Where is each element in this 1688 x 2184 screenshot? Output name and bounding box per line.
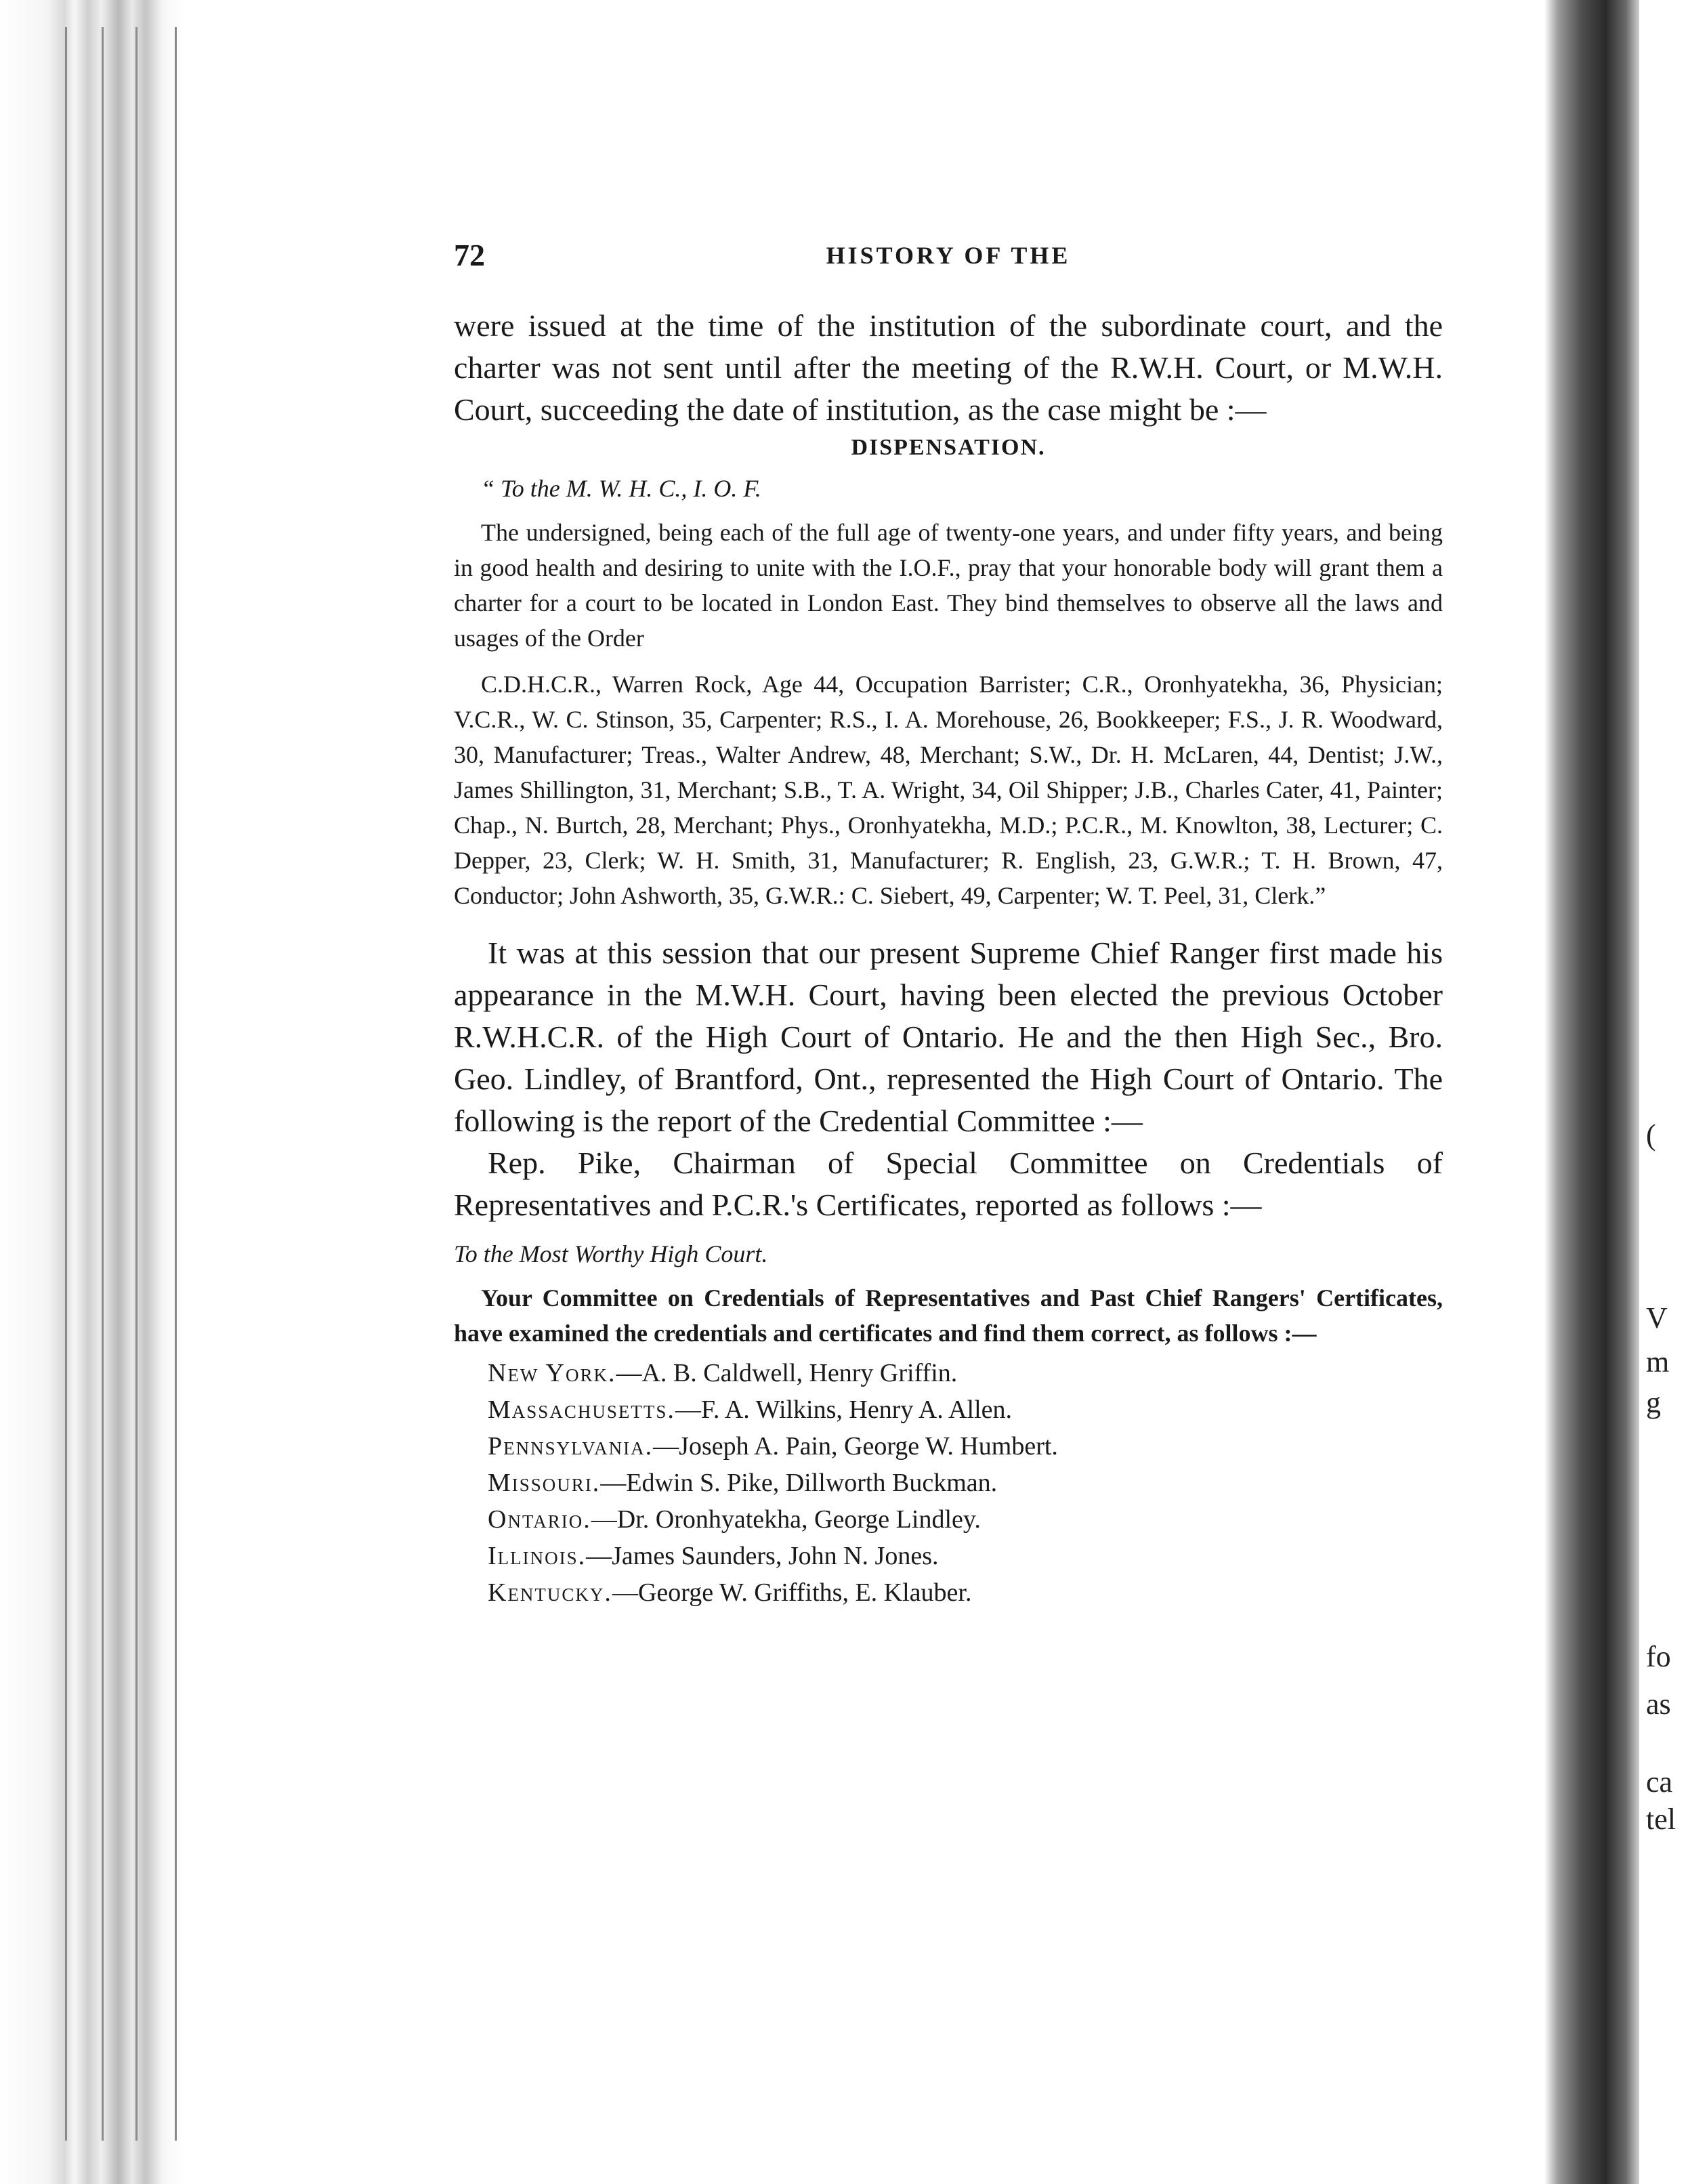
list-item [488,1574,1443,1611]
facing-page-text: m [1646,1345,1670,1379]
page-edge-line [102,27,104,2141]
list-item [488,1501,1443,1538]
dispensation-salutation: “ To the M. W. H. C., I. O. F. [481,475,761,502]
delegation-names: —Edwin S. Pike, Dillworth Buckman. [600,1469,998,1497]
report-salutation: To the Most Worthy High Court. [454,1240,768,1267]
delegation-names: —James Saunders, John N. Jones. [586,1542,939,1570]
delegation-state: Missouri. [488,1469,601,1497]
dispensation-officers: C.D.H.C.R., Warren Rock, Age 44, Occupation Barrister; C.R., Oronhyatekha, 36, Physician; V.C.R., W. C. Stinson, 35, Carpenter; R.S., I. A. Morehouse, 26, Bookkeeper; F.S., J. R. Woodward, 30, Manufacturer; Treas., Walter Andrew, 48, Merchant; S.W., Dr. H. McLaren, 44, Dentist; J.W., James Shillington, 31, Merchant; S.B., T. A. Wright, 34, Oil Shipper; J.B., Charles Cater, 41, Painter; Chap., N. Burtch, 28, Merchant; Phys., Oronhyatekha, M.D.; P.C.R., M. Knowlton, 38, Lecturer; C. Depper, 23, Clerk; W. H. Smith, 31, Manufacturer; R. English, 23, G.W.R.; T. H. Brown, 47, Conductor; John Ashworth, 35, G.W.R.: C. Siebert, 49, Carpenter; W. T. Peel, 31, Clerk.” [454,671,1443,909]
page-edge-line [175,27,177,2141]
list-item [488,1465,1443,1501]
book-binding-edge [0,0,183,2184]
delegation-state: Kentucky. [488,1578,612,1607]
delegation-names: —A. B. Caldwell, Henry Griffin. [616,1359,958,1387]
facing-page-text: fo [1646,1640,1671,1673]
page-number: 72 [454,238,485,272]
facing-page-text: g [1646,1386,1661,1419]
report-body: Your Committee on Credentials of Representatives and Past Chief Rangers' Certificates, have examined the credentials and certificates and find them correct, as follows :— [454,1284,1443,1347]
book-page [454,237,1443,1611]
delegation-state: Ontario. [488,1505,591,1534]
opening-paragraph: were issued at the time of the institution of the subordinate court, and the charter was not sent until after the meeting of the R.W.H. Court, or M.W.H. Court, succeeding the date of institution, as the case might be :— [454,308,1443,427]
delegation-list [488,1355,1443,1611]
delegation-state: New York. [488,1359,616,1387]
delegation-state: Pennsylvania. [488,1432,654,1461]
list-item [488,1428,1443,1465]
facing-page-text: V [1646,1301,1668,1335]
running-head [454,237,1443,278]
delegation-names: —George W. Griffiths, E. Klauber. [612,1578,972,1607]
delegation-names: —Dr. Oronhyatekha, George Lindley. [591,1505,981,1534]
running-head-title: HISTORY OF THE [826,242,1071,269]
dispensation-heading: DISPENSATION. [851,435,1046,460]
page-edge-line [65,27,67,2141]
facing-page-text: ( [1646,1118,1656,1152]
facing-page-text: tel [1646,1803,1676,1836]
list-item [488,1538,1443,1574]
delegation-state: Illinois. [488,1542,587,1570]
rep-pike-paragraph: Rep. Pike, Chairman of Special Committee on Credentials of Representatives and P.C.R.'s Certificates, reported as follows :— [454,1146,1443,1222]
facing-page-text: as [1646,1687,1671,1721]
session-paragraph: It was at this session that our present Supreme Chief Ranger first made his appearance in the M.W.H. Court, having been elected the previous October R.W.H.C.R. of the High Court of Ontario. He and the then High Sec., Bro. Geo. Lindley, of Brantford, Ont., represented the High Court of Ontario. The following is the report of the Credential Committee :— [454,936,1443,1138]
delegation-names: —F. A. Wilkins, Henry A. Allen. [675,1395,1013,1424]
gutter-shadow [1544,0,1639,2184]
facing-page-fragment [1639,0,1688,2184]
delegation-state: Massachusetts. [488,1395,675,1424]
list-item [488,1391,1443,1428]
list-item [488,1355,1443,1391]
delegation-names: —Joseph A. Pain, George W. Humbert. [653,1432,1058,1461]
facing-page-text: ca [1646,1765,1673,1799]
page-edge-line [135,27,138,2141]
dispensation-petition: The undersigned, being each of the full age of twenty-one years, and under fifty years, and being in good health and desiring to unite with the I.O.F., pray that your honorable body will grant them a charter for a court to be located in London East. They bind themselves to observe all the laws and usages of the Order [454,519,1443,652]
